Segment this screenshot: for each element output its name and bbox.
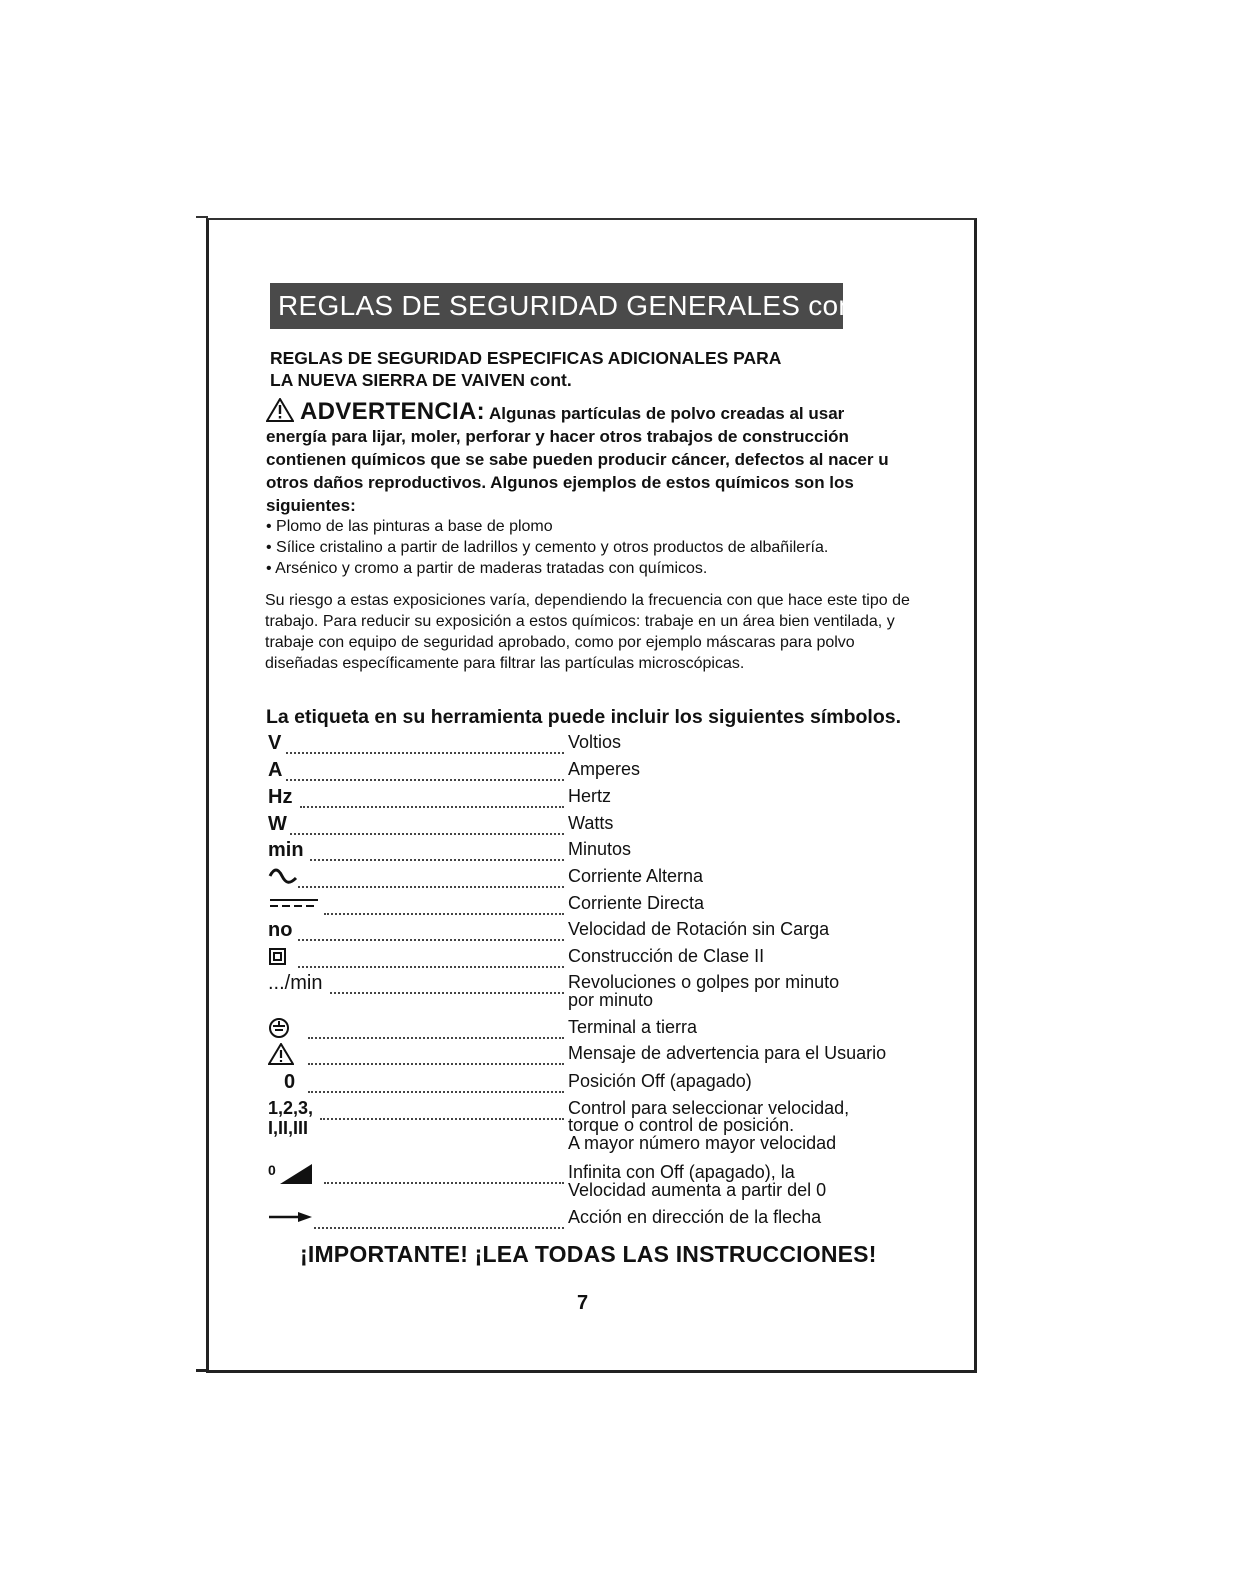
arrow-icon bbox=[268, 1207, 314, 1227]
symbol-value: Construcción de Clase II bbox=[568, 946, 765, 966]
symbol-row bbox=[268, 1017, 928, 1043]
symbol-row bbox=[268, 1207, 928, 1233]
list-item: • Sílice cristalino a partir de ladrillos y cemento y otros productos de albañilería. bbox=[266, 539, 829, 556]
frame-corner-bottom bbox=[196, 1369, 208, 1372]
list-item: • Plomo de las pinturas a base de plomo bbox=[266, 518, 553, 535]
leader-dots bbox=[298, 929, 564, 941]
warning-triangle-icon bbox=[268, 1043, 294, 1065]
symbol-value-line-2: Velocidad aumenta a partir del 0 bbox=[568, 1180, 827, 1200]
symbol-key: 1,2,3, bbox=[268, 1098, 314, 1118]
warning-block bbox=[266, 398, 916, 517]
symbol-value-line-2: torque o control de posición. bbox=[568, 1115, 795, 1135]
symbol-value: Voltios bbox=[568, 732, 622, 752]
symbol-key: V bbox=[268, 732, 282, 754]
symbol-key: .../min bbox=[268, 972, 323, 994]
symbol-row bbox=[268, 732, 928, 758]
direct-current-icon bbox=[268, 893, 320, 913]
symbol-row bbox=[268, 813, 928, 839]
page-number: 7 bbox=[577, 1292, 589, 1314]
symbol-value: Corriente Alterna bbox=[568, 866, 704, 886]
subheading-line-1: REGLAS DE SEGURIDAD ESPECIFICAS ADICIONALES PARA bbox=[270, 348, 782, 368]
symbol-row bbox=[268, 1071, 928, 1097]
symbol-key: Hz bbox=[268, 786, 293, 808]
leader-dots bbox=[308, 1081, 564, 1093]
important-notice: ¡IMPORTANTE! ¡LEA TODAS LAS INSTRUCCIONES! bbox=[300, 1241, 877, 1267]
warning-text-first: Algunas partículas de polvo creadas al usar bbox=[489, 404, 845, 423]
symbol-value: Infinita con Off (apagado), la bbox=[568, 1162, 795, 1182]
bullet-list bbox=[266, 516, 926, 579]
symbol-row bbox=[268, 946, 928, 972]
warning-text: energía para lijar, moler, perforar y hacer otros trabajos de construcción contienen químicos que se sabe pueden producir cáncer, defectos al nacer u otros daños reproductivos. Algunos ejemplos de estos químicos son los siguientes: bbox=[266, 427, 889, 515]
symbol-value: Revoluciones o golpes por minuto bbox=[568, 972, 840, 992]
leader-dots bbox=[320, 1108, 564, 1120]
leader-dots bbox=[330, 982, 564, 994]
symbol-key: no bbox=[268, 919, 293, 941]
symbol-key-line-2: I,II,III bbox=[268, 1118, 309, 1138]
symbol-key: min bbox=[268, 839, 304, 861]
earth-terminal-icon bbox=[268, 1017, 290, 1039]
subheading bbox=[270, 347, 890, 391]
exposure-paragraph: Su riesgo a estas exposiciones varía, dependiendo la frecuencia con que hace este tipo de trabajo. Para reducir su exposición a estos químicos: trabaje en un área bien ventilada, y trabaje con equipo de seguridad aprobado, como por ejemplo máscaras para polvo diseñadas específicamente para filtrar las partículas microscópicas. bbox=[265, 592, 910, 672]
leader-dots bbox=[314, 1217, 564, 1229]
symbol-row bbox=[268, 1162, 928, 1202]
leader-dots bbox=[290, 823, 564, 835]
symbol-row bbox=[268, 1098, 928, 1158]
symbols-title: La etiqueta en su herramienta puede incluir los siguientes símbolos. bbox=[266, 706, 901, 728]
symbol-key: A bbox=[268, 759, 283, 781]
warning-label: ADVERTENCIA: bbox=[300, 398, 485, 425]
leader-dots bbox=[324, 903, 564, 915]
leader-dots bbox=[300, 796, 564, 808]
symbol-value: Control para seleccionar velocidad, bbox=[568, 1098, 850, 1118]
list-item: • Arsénico y cromo a partir de maderas tratadas con químicos. bbox=[266, 560, 708, 577]
symbol-value: Watts bbox=[568, 813, 614, 833]
symbol-row bbox=[268, 1043, 928, 1069]
symbol-row bbox=[268, 972, 928, 1012]
symbol-key: 0 bbox=[284, 1071, 296, 1093]
symbol-key: 0 bbox=[268, 1162, 276, 1178]
symbol-value: Posición Off (apagado) bbox=[568, 1071, 752, 1091]
symbol-value: Mensaje de advertencia para el Usuario bbox=[568, 1043, 887, 1063]
symbol-value: Minutos bbox=[568, 839, 632, 859]
symbol-value: Acción en dirección de la flecha bbox=[568, 1207, 822, 1227]
symbol-value-line-3: A mayor número mayor velocidad bbox=[568, 1133, 837, 1153]
alternating-current-icon bbox=[268, 866, 298, 886]
leader-dots bbox=[324, 1172, 564, 1184]
symbol-row bbox=[268, 786, 928, 812]
leader-dots bbox=[298, 956, 564, 968]
class-ii-construction-icon bbox=[268, 946, 288, 966]
leader-dots bbox=[310, 849, 564, 861]
warning-triangle-icon bbox=[266, 398, 294, 422]
symbol-row bbox=[268, 893, 928, 919]
leader-dots bbox=[286, 769, 564, 781]
leader-dots bbox=[298, 876, 564, 888]
leader-dots bbox=[308, 1053, 564, 1065]
leader-dots bbox=[308, 1027, 564, 1039]
subheading-line-2: LA NUEVA SIERRA DE VAIVEN cont. bbox=[270, 370, 572, 390]
symbol-value: Corriente Directa bbox=[568, 893, 705, 913]
symbol-value: Amperes bbox=[568, 759, 641, 779]
symbol-row bbox=[268, 919, 928, 945]
symbol-value: Velocidad de Rotación sin Carga bbox=[568, 919, 830, 939]
section-header: REGLAS DE SEGURIDAD GENERALES cont. bbox=[270, 283, 843, 329]
leader-dots bbox=[286, 742, 564, 754]
symbol-row bbox=[268, 839, 928, 865]
symbol-value-line-2: por minuto bbox=[568, 990, 654, 1010]
symbol-value: Terminal a tierra bbox=[568, 1017, 698, 1037]
symbol-row bbox=[268, 759, 928, 785]
variable-speed-icon bbox=[278, 1162, 314, 1186]
symbol-value: Hertz bbox=[568, 786, 612, 806]
symbol-key: W bbox=[268, 813, 287, 835]
symbol-row bbox=[268, 866, 928, 892]
